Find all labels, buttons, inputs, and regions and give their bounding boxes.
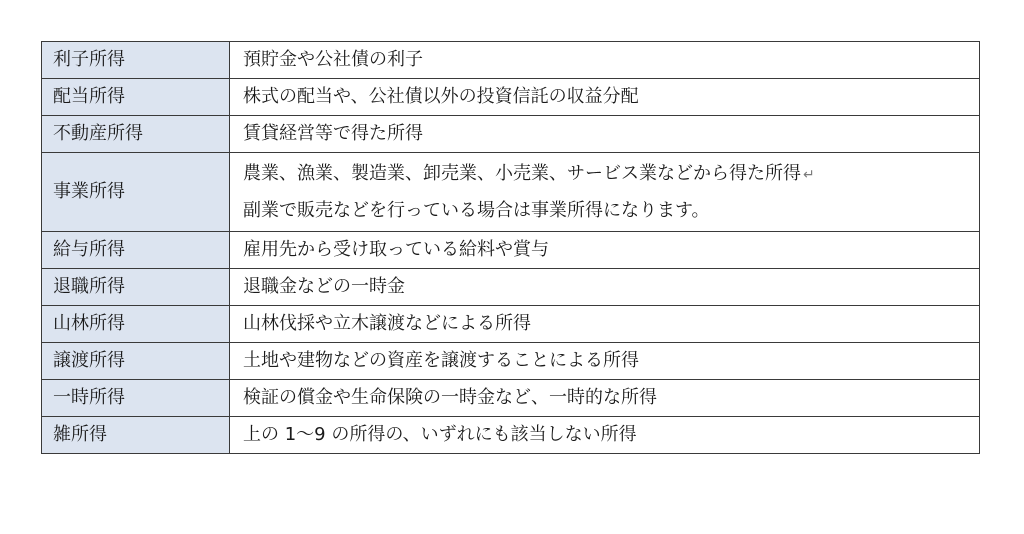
description-text: 株式の配当や、公社債以外の投資信託の収益分配: [243, 86, 639, 107]
table-row: [42, 380, 980, 417]
table-row: [42, 116, 980, 153]
table-row: [42, 417, 980, 454]
income-description-cell: [230, 343, 980, 380]
description-text: 賃貸経営等で得た所得: [243, 123, 423, 144]
income-description-cell: [230, 116, 980, 153]
description-text: 上の 1～9 の所得の、いずれにも該当しない所得: [243, 424, 637, 445]
income-description-cell: [230, 380, 980, 417]
income-description-cell: [230, 232, 980, 269]
income-type-cell: 山林所得: [42, 306, 230, 343]
income-description-cell: [230, 42, 980, 79]
description-text-line-2: 副業で販売などを行っている場合は事業所得になります。: [243, 199, 710, 221]
income-type-cell: 不動産所得: [42, 116, 230, 153]
description-text: 退職金などの一時金: [243, 276, 405, 297]
paragraph-return-mark: ↵: [803, 166, 815, 183]
income-description-cell: [230, 417, 980, 454]
income-description-cell: [230, 306, 980, 343]
income-type-cell: 配当所得: [42, 79, 230, 116]
table-row: [42, 343, 980, 380]
table-row: [42, 232, 980, 269]
income-type-cell: 雑所得: [42, 417, 230, 454]
table-row: [42, 306, 980, 343]
description-text: 土地や建物などの資産を譲渡することによる所得: [243, 350, 639, 371]
income-type-cell: 事業所得: [42, 153, 230, 232]
description-text: 雇用先から受け取っている給料や賞与: [243, 239, 549, 260]
table-row: [42, 153, 980, 232]
table-row: [42, 79, 980, 116]
income-description-cell: [230, 79, 980, 116]
income-description-cell: [230, 269, 980, 306]
description-text: 預貯金や公社債の利子: [243, 49, 423, 70]
income-type-cell: 一時所得: [42, 380, 230, 417]
income-type-cell: 給与所得: [42, 232, 230, 269]
income-type-cell: 退職所得: [42, 269, 230, 306]
description-text-line-1: [243, 159, 979, 190]
description-text: 検証の償金や生命保険の一時金など、一時的な所得: [243, 387, 657, 408]
income-types-table: [41, 41, 980, 454]
description-text: 山林伐採や立木譲渡などによる所得: [243, 313, 531, 334]
description-text: 農業、漁業、製造業、卸売業、小売業、サービス業などから得た所得: [243, 162, 801, 184]
table-row: [42, 269, 980, 306]
income-description-cell: [230, 153, 980, 232]
income-type-cell: 利子所得: [42, 42, 230, 79]
table-row: [42, 42, 980, 79]
income-type-cell: 譲渡所得: [42, 343, 230, 380]
